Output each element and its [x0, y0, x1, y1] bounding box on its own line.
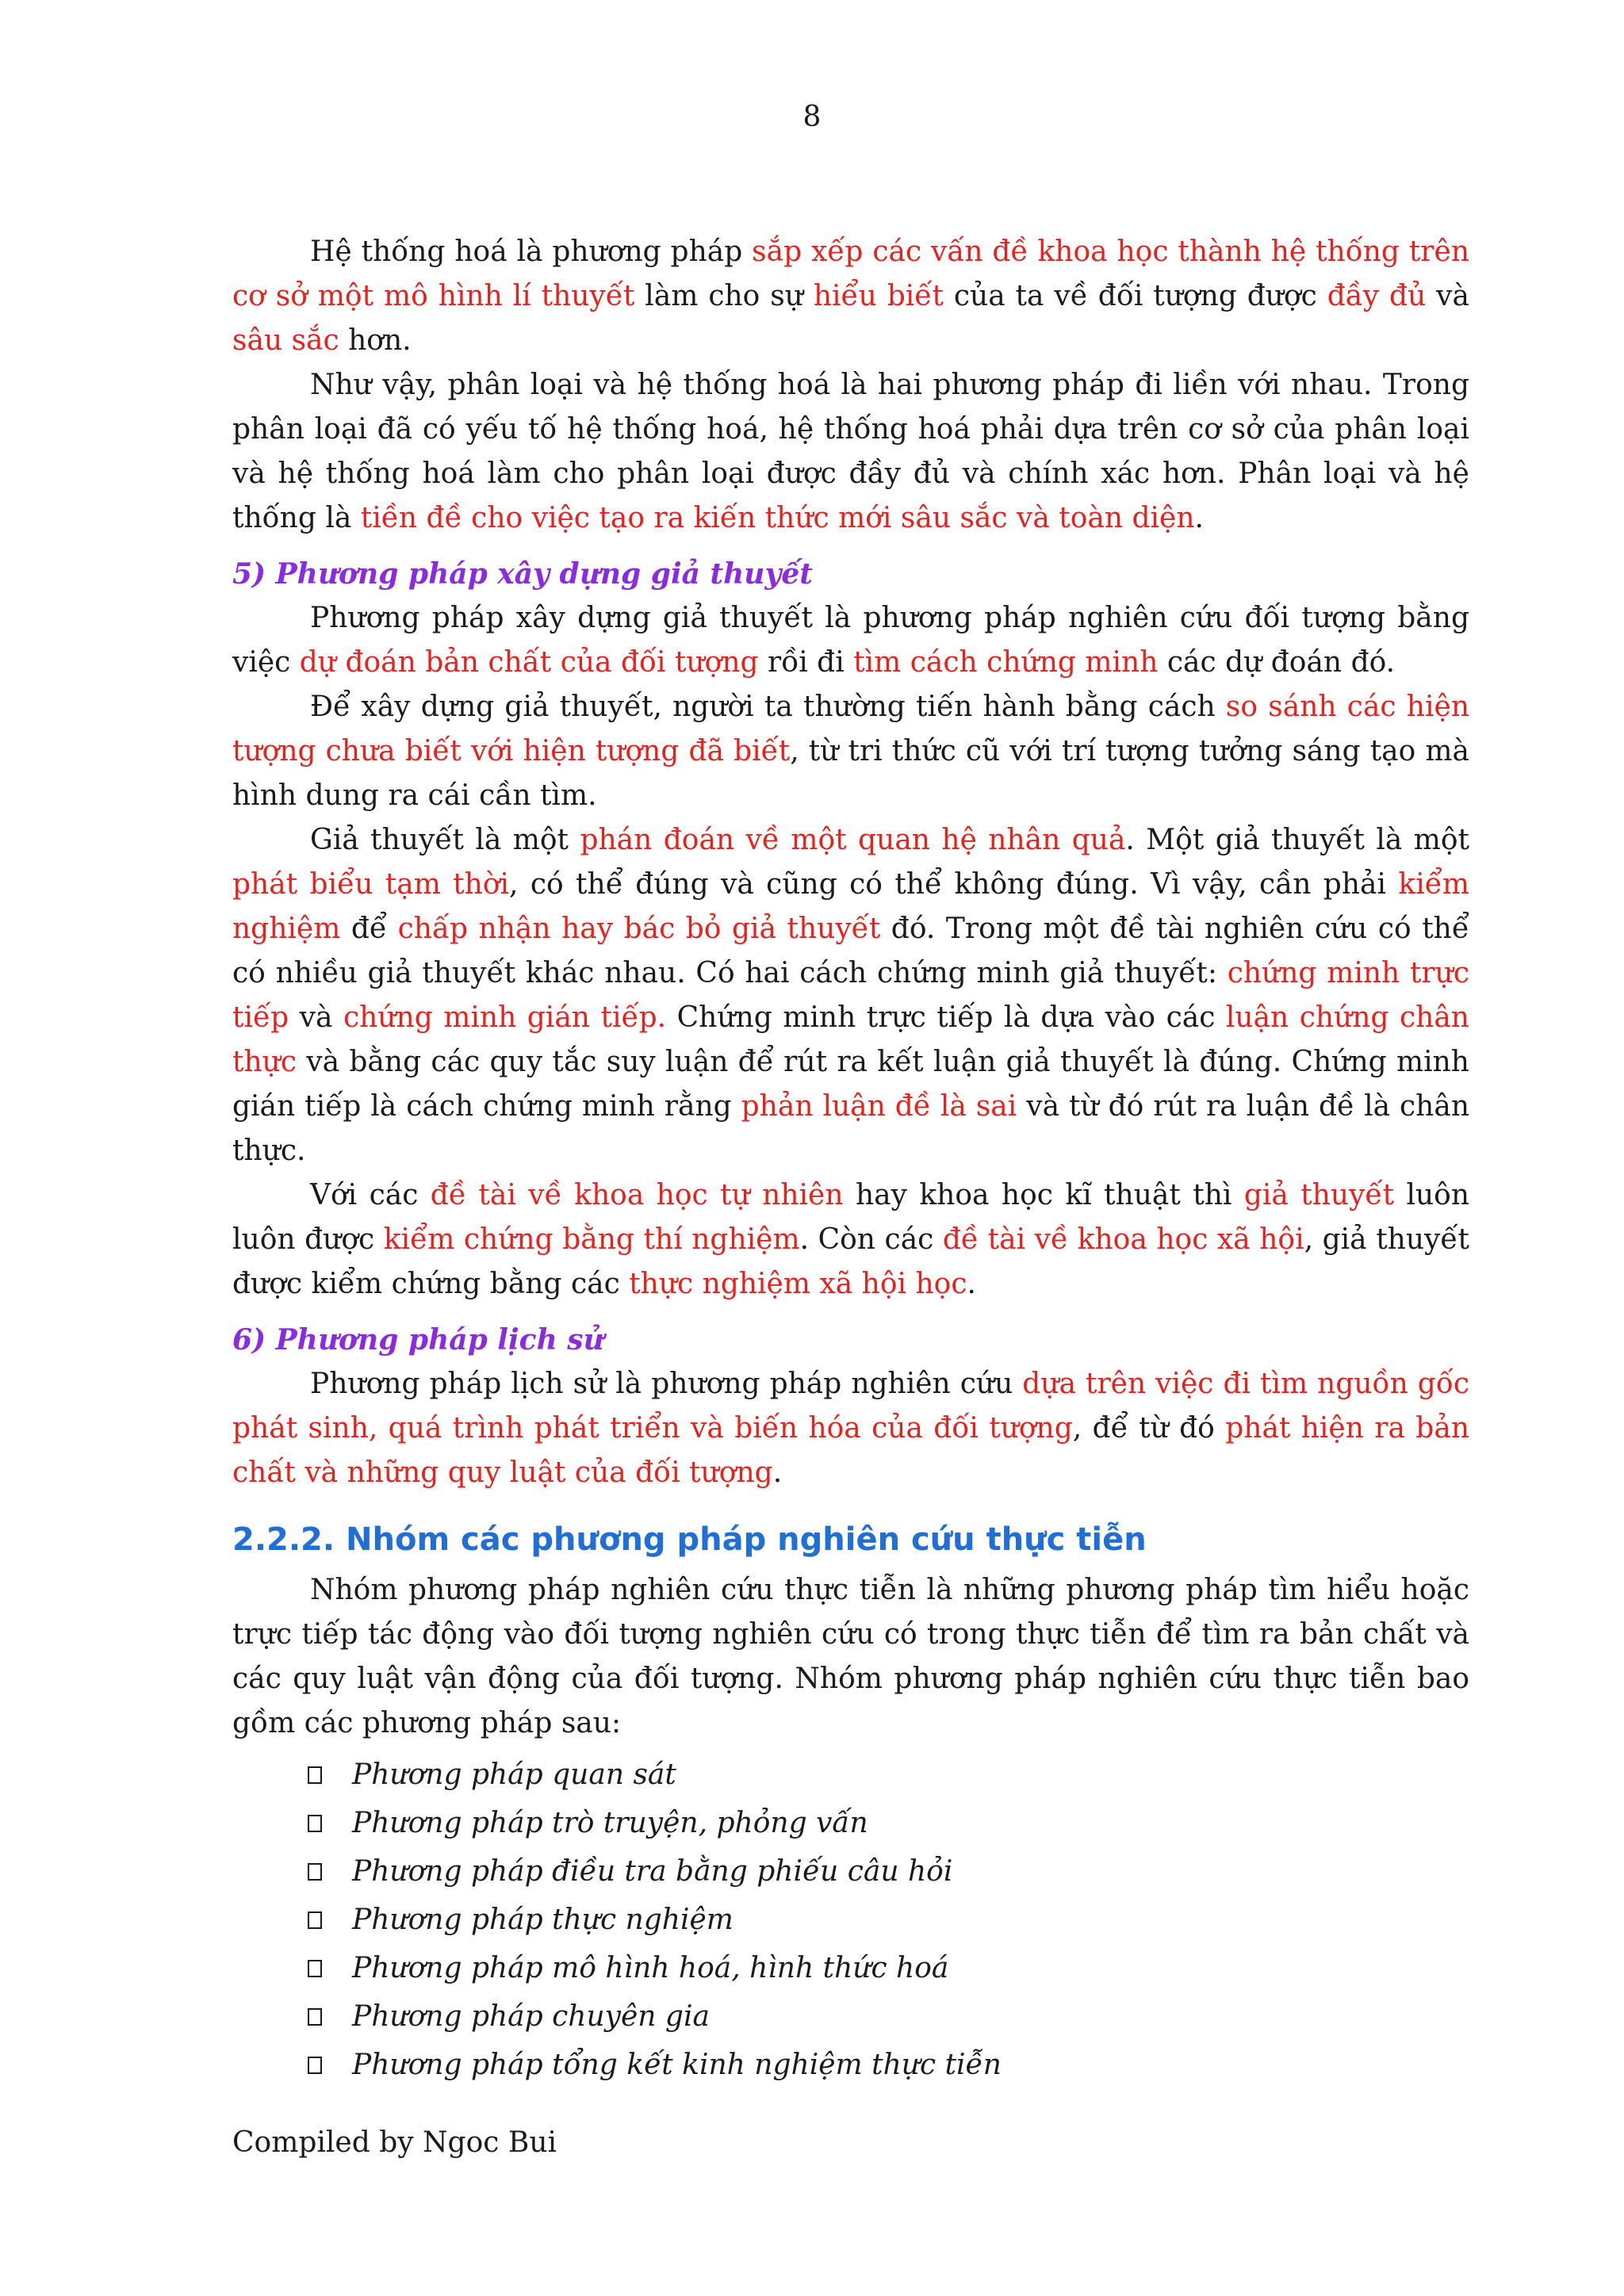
paragraph-classification-relation: [232, 363, 1469, 541]
list-item: [308, 1751, 1469, 1799]
text-run: Phương pháp xây dựng giả thuyết là phương pháp nghiên cứu đối tượng bằng việc: [232, 602, 1469, 679]
text-run: , có thể đúng và cũng có thể không đúng. Vì vậy, cần phải: [509, 868, 1399, 901]
list-item: [308, 1944, 1469, 1992]
highlighted-phrase: kiểm nghiệm: [232, 868, 1470, 945]
highlighted-phrase: dự đoán bản chất của đối tượng: [299, 646, 759, 679]
list-item: [308, 1896, 1469, 1944]
highlighted-phrase: chứng minh trực tiếp: [232, 957, 1469, 1034]
paragraph-hypothesis-construction: [232, 685, 1469, 818]
highlighted-phrase: sâu sắc: [232, 324, 339, 357]
highlighted-phrase: tiền đề cho việc tạo ra kiến thức mới sâu sắc và toàn diện: [360, 502, 1195, 534]
text-run: .: [772, 1456, 783, 1489]
checkbox-bullet-icon: [308, 1815, 322, 1832]
list-item-label: Phương pháp điều tra bằng phiếu câu hỏi: [352, 1854, 953, 1888]
text-run: các dự đoán đó.: [1158, 646, 1396, 679]
text-run: đó. Trong một đề tài nghiên cứu có thể có nhiều giả thuyết khác nhau. Có hai cách chứng minh giả thuyết:: [232, 913, 1469, 989]
highlighted-phrase: phản luận đề là sai: [741, 1090, 1017, 1123]
text-run: Phương pháp lịch sử là phương pháp nghiên cứu: [310, 1368, 1023, 1400]
text-run: , để từ đó: [1072, 1412, 1226, 1445]
text-run: luôn luôn được: [232, 1179, 1470, 1256]
highlighted-phrase: chấp nhận hay bác bỏ giả thuyết: [397, 913, 881, 945]
page-content: [232, 230, 1469, 2089]
text-run: . Còn các: [799, 1223, 943, 1256]
page-number: 8: [802, 101, 822, 133]
text-run: Giả thuyết là một: [310, 824, 580, 856]
list-item: [308, 1799, 1469, 1847]
highlighted-phrase: sắp xếp các vấn đề khoa học thành hệ thống trên cơ sở một mô hình lí thuyết: [232, 235, 1470, 312]
text-run: . Một giả thuyết là một: [1125, 824, 1469, 856]
highlighted-phrase: kiểm chứng bằng thí nghiệm: [383, 1223, 800, 1256]
list-item-label: Phương pháp thực nghiệm: [352, 1903, 733, 1936]
list-item: [308, 1992, 1469, 2041]
text-run: rồi đi: [758, 646, 854, 679]
text-run: và: [1426, 280, 1469, 312]
paragraph-hierarchy-definition: [232, 230, 1469, 363]
highlighted-phrase: tìm cách chứng minh: [853, 646, 1159, 679]
text-run: , từ tri thức cũ với trí tượng tưởng sáng tạo mà hình dung ra cái cần tìm.: [232, 735, 1469, 812]
text-run: Hệ thống hoá là phương pháp: [310, 235, 753, 268]
paragraph-practical-methods: [232, 1568, 1469, 1746]
highlighted-phrase: giả thuyết: [1243, 1179, 1395, 1211]
list-item: [308, 2041, 1469, 2089]
list-item: [308, 1847, 1469, 1896]
checkbox-bullet-icon: [308, 1960, 322, 1977]
paragraph-hypothesis-verification: [232, 1173, 1469, 1307]
paragraph-history-method: [232, 1362, 1469, 1495]
list-item-label: Phương pháp tổng kết kinh nghiệm thực tiễn: [352, 2048, 1002, 2081]
highlighted-phrase: hiểu biết: [813, 280, 944, 312]
section-heading-history: 6) Phương pháp lịch sử: [232, 1323, 604, 1357]
checkbox-bullet-icon: [308, 1863, 322, 1881]
paragraph-hypothesis-definition: [232, 596, 1469, 685]
text-run: Chứng minh trực tiếp là dựa vào các: [666, 1001, 1226, 1034]
highlighted-phrase: phán đoán về một quan hệ nhân quả: [580, 824, 1126, 856]
text-run: và: [289, 1001, 343, 1034]
highlighted-phrase: chứng minh gián tiếp.: [343, 1001, 667, 1034]
text-run: hay khoa học kĩ thuật thì: [843, 1179, 1244, 1211]
paragraph-hypothesis-proof: [232, 818, 1469, 1173]
highlighted-phrase: thực nghiệm xã hội học: [629, 1268, 967, 1300]
text-run: và bằng các quy tắc suy luận để rút ra kết luận giả thuyết là đúng. Chứng minh gián tiếp là cách chứng minh rằng: [232, 1046, 1469, 1123]
highlighted-phrase: so sánh các hiện tượng chưa biết với hiện tượng đã biết: [232, 691, 1469, 767]
highlighted-phrase: dựa trên việc đi tìm nguồn gốc phát sinh, quá trình phát triển và biến hóa của đối tượng: [232, 1368, 1470, 1445]
highlighted-phrase: luận chứng chân thực: [232, 1001, 1469, 1078]
highlighted-phrase: phát biểu tạm thời: [232, 868, 510, 901]
text-run: .: [967, 1268, 976, 1300]
list-item-label: Phương pháp quan sát: [352, 1758, 676, 1791]
list-item-label: Phương pháp mô hình hoá, hình thức hoá: [352, 1951, 949, 1984]
subsection-heading-practical-methods: 2.2.2. Nhóm các phương pháp nghiên cứu thực tiễn: [232, 1521, 1147, 1558]
checkbox-bullet-icon: [308, 2008, 322, 2026]
highlighted-phrase: phát hiện ra bản chất và những quy luật của đối tượng: [232, 1412, 1470, 1489]
highlighted-phrase: đầy đủ: [1327, 280, 1427, 312]
text-run: Để xây dựng giả thuyết, người ta thường tiến hành bằng cách: [310, 691, 1226, 723]
checkbox-bullet-icon: [308, 2057, 322, 2074]
text-run: hơn.: [339, 324, 412, 357]
text-run: và từ đó rút ra luận đề là chân thực.: [232, 1090, 1470, 1167]
text-run: Nhóm phương pháp nghiên cứu thực tiễn là những phương pháp tìm hiểu hoặc trực tiếp tác động vào đối tượng nghiên cứu có trong thực tiễn để tìm ra bản chất và các quy luật vận động của đối tượng. Nhóm phương pháp nghiên cứu thực tiễn bao gồm các phương pháp sau:: [232, 1574, 1469, 1739]
list-item-label: Phương pháp chuyên gia: [352, 1999, 710, 2033]
text-run: , giả thuyết được kiểm chứng bằng các: [232, 1223, 1469, 1300]
section-heading-hypothesis: 5) Phương pháp xây dựng giả thuyết: [232, 557, 813, 591]
text-run: Với các: [310, 1179, 431, 1211]
list-item-label: Phương pháp trò truyện, phỏng vấn: [352, 1806, 868, 1839]
practical-methods-list: [232, 1751, 1469, 2089]
text-run: của ta về đối tượng được: [943, 280, 1327, 312]
highlighted-phrase: đề tài về khoa học tự nhiên: [430, 1179, 844, 1211]
text-run: .: [1194, 502, 1204, 534]
text-run: làm cho sự: [634, 280, 814, 312]
checkbox-bullet-icon: [308, 1766, 322, 1784]
text-run: Như vậy, phân loại và hệ thống hoá là hai phương pháp đi liền với nhau. Trong phân loại đã có yếu tố hệ thống hoá, hệ thống hoá phải dựa trên cơ sở của phân loại và hệ thống hoá làm cho phân loại được đầy đủ và chính xác hơn. Phân loại và hệ thống là: [232, 369, 1469, 534]
highlighted-phrase: đề tài về khoa học xã hội: [942, 1223, 1304, 1256]
text-run: để: [340, 913, 398, 945]
footer-credit: Compiled by Ngoc Bui: [232, 2126, 557, 2159]
checkbox-bullet-icon: [308, 1911, 322, 1929]
